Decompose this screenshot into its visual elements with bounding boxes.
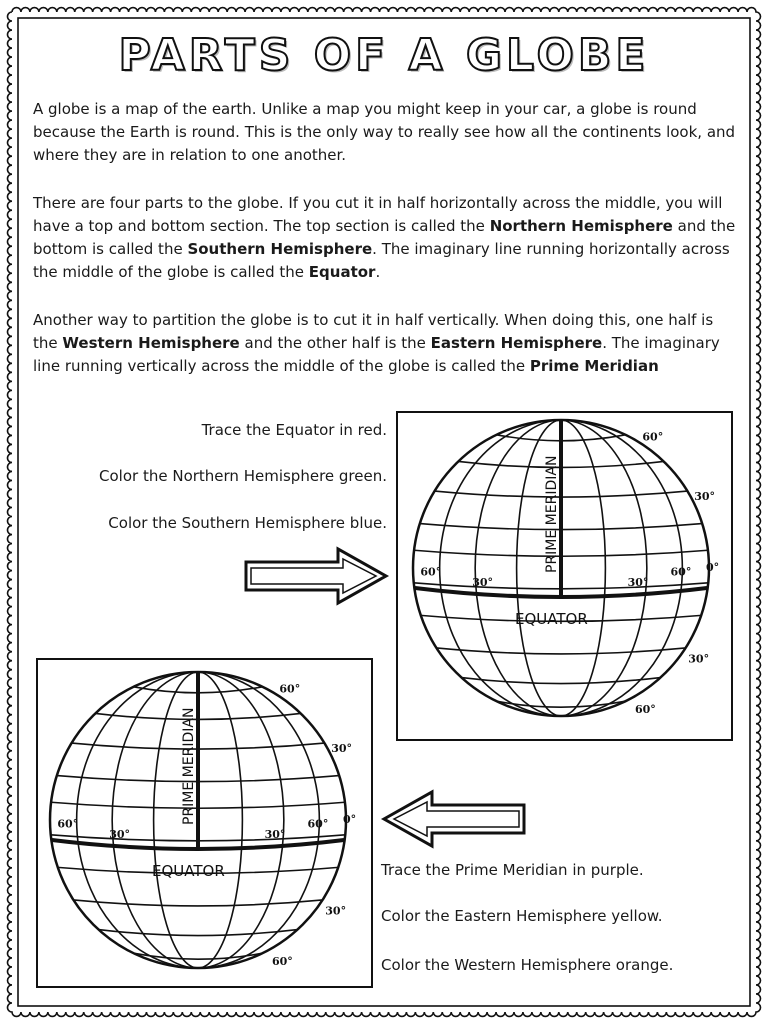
instruction-trace-equator: Trace the Equator in red. (201, 421, 387, 439)
degree-label: 60° (307, 817, 329, 831)
degree-label: 60° (670, 565, 692, 579)
degree-label: 60° (279, 682, 301, 696)
globe-figure-equator (396, 411, 733, 741)
globe-icon (398, 413, 731, 739)
degree-label: 30° (325, 904, 347, 918)
latitude-line (98, 930, 297, 936)
latitude-line (73, 900, 322, 906)
prime-meridian-label: PRIME MERIDIAN (544, 455, 560, 573)
degree-label: 60° (272, 955, 293, 969)
hemisphere-paragraph: There are four parts to the globe. If you cut it in half horizontally across the middle, you will have a top and bottom section. The top section is called the Northern Hemisphere and the bottom is called the Southern Hemisphere. The imaginary line running horizontally across the middle of the globe is called the Equator. (33, 194, 736, 281)
degree-label: 30° (331, 741, 353, 755)
instruction-color-southern: Color the Southern Hemisphere blue. (108, 514, 387, 532)
intro-paragraph: A globe is a map of the earth. Unlike a map you might keep in your car, a globe is round because the Earth is round. This is the only way to really see how all the continents look, and where they are in relation to one another. (33, 100, 736, 164)
latitude-line (436, 648, 685, 654)
right-arrow-icon (242, 545, 392, 607)
instruction-color-western: Color the Western Hemisphere orange. (381, 956, 674, 974)
degree-label: 30° (627, 575, 649, 589)
degree-label: 30° (264, 827, 286, 841)
equator-label: EQUATOR (152, 862, 225, 880)
prime-meridian-label: PRIME MERIDIAN (181, 707, 197, 825)
latitude-line (133, 953, 262, 959)
degree-label: 0° (343, 812, 357, 826)
degree-label: 60° (57, 817, 79, 831)
left-arrow-icon (378, 788, 528, 850)
degree-label: 60° (420, 565, 442, 579)
degree-label: 60° (635, 703, 656, 717)
degree-label: 0° (706, 560, 720, 574)
latitude-line (461, 678, 660, 684)
degree-label: 30° (472, 575, 494, 589)
meridian-paragraph: Another way to partition the globe is to cut it in half vertically. When doing this, one half is the Western Hemisphere and the other half is the Eastern Hemisphere. The imaginary line running vertically across the middle of the globe is called the Prime Meridian (33, 311, 720, 375)
degree-label: 30° (109, 827, 131, 841)
instruction-color-eastern: Color the Eastern Hemisphere yellow. (381, 907, 663, 925)
globe-figure-prime-meridian (36, 658, 373, 988)
instruction-trace-prime-meridian: Trace the Prime Meridian in purple. (381, 861, 644, 879)
latitude-line (496, 701, 625, 707)
instruction-color-northern: Color the Northern Hemisphere green. (99, 467, 387, 485)
degree-label: 60° (642, 430, 664, 444)
page-title: PARTS OF A GLOBE (118, 30, 650, 81)
degree-label: 30° (688, 652, 710, 666)
globe-icon (38, 660, 371, 986)
degree-label: 30° (694, 489, 716, 503)
equator-label: EQUATOR (515, 610, 588, 628)
